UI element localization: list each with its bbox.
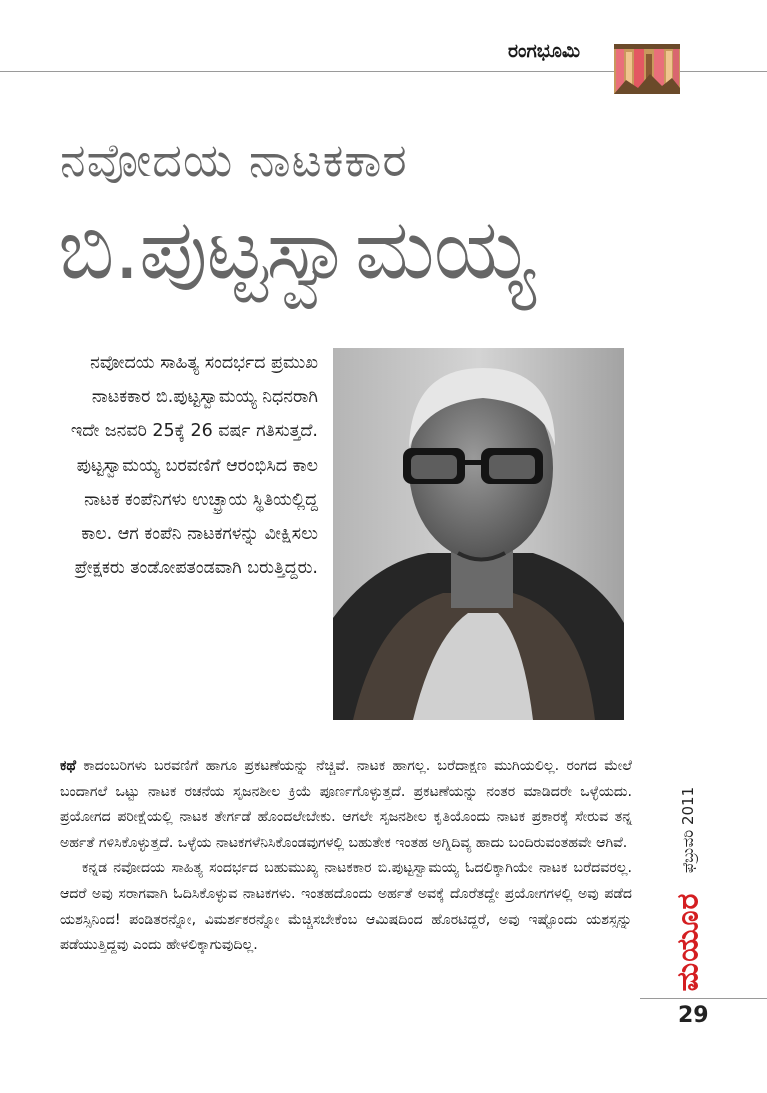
- article-body: [60, 754, 632, 959]
- magazine-name: [663, 890, 713, 994]
- body-paragraph-1-text: ಕಾದಂಬರಿಗಳು ಬರವಣಿಗೆ ಹಾಗೂ ಪ್ರಕಟಣೆಯನ್ನು ನೆಚ್ಚಿವೆ. ನಾಟಕ ಹಾಗಲ್ಲ. ಬರೆದಾಕ್ಷಣ ಮುಗಿಯಲಿಲ್ಲ. ರಂಗದ ಮೇಲೆ ಬಂದಾಗಲೆ ಒಟ್ಟು ನಾಟಕ ರಚನೆಯ ಸೃಜನಶೀಲ ಕ್ರಿಯೆ ಪೂರ್ಣಗೊಳ್ಳುತ್ತದೆ. ಪ್ರಕಟಣೆಯನ್ನು ನಂತರ ಮಾಡಿದರೇ ಒಳ್ಳೆಯದು. ಪ್ರಯೋಗದ ಪರೀಕ್ಷೆಯಲ್ಲಿ ನಾಟಕ ತೇರ್ಗಡೆ ಹೊಂದಲೇಬೇಕು. ಆಗಲೇ ಸೃಜನಶೀಲ ಕೃತಿಯೊಂದು ನಾಟಕ ಪ್ರಕಾರಕ್ಕೆ ಸೇರುವ ತನ್ನ ಅರ್ಹತೆ ಗಳಿಸಿಕೊಳ್ಳುತ್ತದೆ. ಒಳ್ಳೆಯ ನಾಟಕಗಳೆನಿಸಿಕೊಂಡವುಗಳಲ್ಲಿ ಬಹುತೇಕ ಇಂತಹ ಅಗ್ನಿದಿವ್ಯ ಹಾದು ಬಂದಿರುವಂತಹವೇ ಆಗಿವೆ.: [60, 758, 632, 851]
- article-headline: ಬಿ.ಪುಟ್ಟಸ್ವಾಮಯ್ಯ: [58, 200, 535, 298]
- footer-rule: [640, 998, 767, 999]
- stage-curtain-icon: [614, 44, 680, 94]
- body-paragraph-1: [60, 754, 632, 856]
- issue-date: [668, 782, 708, 878]
- section-name: ರಂಗಭೂಮಿ: [508, 40, 581, 62]
- page-number: 29: [678, 1003, 709, 1028]
- article-intro: ನವೋದಯ ಸಾಹಿತ್ಯ ಸಂದರ್ಭದ ಪ್ರಮುಖ ನಾಟಕಕಾರ ಬಿ.ಪುಟ್ಟಸ್ವಾಮಯ್ಯ ನಿಧನರಾಗಿ ಇದೇ ಜನವರಿ 25ಕ್ಕೆ 26 ವರ್ಷ ಗತಿಸುತ್ತದೆ. ಪುಟ್ಟಸ್ವಾಮಯ್ಯ ಬರವಣಿಗೆ ಆರಂಭಿಸಿದ ಕಾಲ ನಾಟಕ ಕಂಪೆನಿಗಳು ಉಚ್ಛ್ರಾಯ ಸ್ಥಿತಿಯಲ್ಲಿದ್ದ ಕಾಲ. ಆಗ ಕಂಪೆನಿ ನಾಟಕಗಳನ್ನು ವೀಕ್ಷಿಸಲು ಪ್ರೇಕ್ಷಕರು ತಂಡೋಪತಂಡವಾಗಿ ಬರುತ್ತಿದ್ದರು.: [70, 353, 318, 579]
- article-kicker: ನವೋದಯ ನಾಟಕಕಾರ: [60, 133, 408, 187]
- portrait-photo: [333, 348, 624, 720]
- body-paragraph-2: ಕನ್ನಡ ನವೋದಯ ಸಾಹಿತ್ಯ ಸಂದರ್ಭದ ಬಹುಮುಖ್ಯ ನಾಟಕಕಾರ ಬಿ.ಪುಟ್ಟಸ್ವಾಮಯ್ಯ ಓದಲಿಕ್ಕಾಗಿಯೇ ನಾಟಕ ಬರೆದವರಲ್ಲ. ಆದರೆ ಅವು ಸರಾಗವಾಗಿ ಓದಿಸಿಕೊಳ್ಳುವ ನಾಟಕಗಳು. ಇಂತಹದೊಂದು ಅರ್ಹತೆ ಅವಕ್ಕೆ ದೊರೆತದ್ದೇ ಪ್ರಯೋಗಗಳಲ್ಲಿ ಅವು ಪಡೆದ ಯಶಸ್ಸಿನಿಂದ! ಪಂಡಿತರನ್ನೋ, ವಿಮರ್ಶಕರನ್ನೋ ಮೆಚ್ಚಿಸಬೇಕೆಂಬ ಆಮಿಷದಿಂದ ಹೊರಟಿದ್ದರೆ, ಅವು ಇಷ್ಟೊಂದು ಯಶಸ್ಸನ್ನು ಪಡೆಯುತ್ತಿದ್ದವು ಎಂದು ಹೇಳಲಿಕ್ಕಾಗುವುದಿಲ್ಲ.: [60, 860, 632, 954]
- issue-date-text: ಫೆಬ್ರುವರಿ 2011: [679, 786, 697, 874]
- magazine-name-text: ಮಯೂರ: [670, 892, 706, 992]
- body-lead-word: ಕಥೆ: [60, 758, 77, 774]
